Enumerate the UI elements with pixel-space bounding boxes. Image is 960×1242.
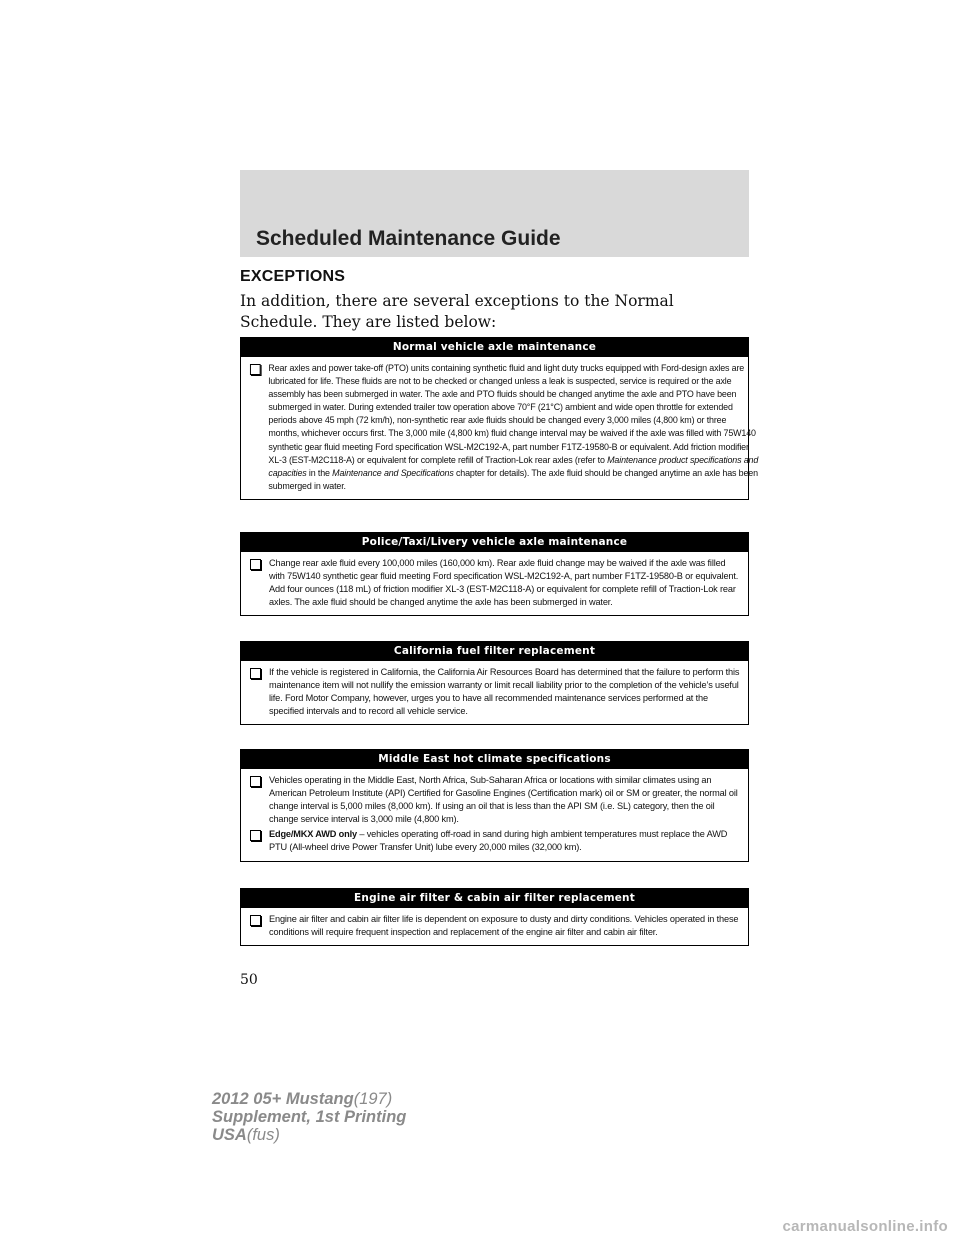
box-title: California fuel filter replacement	[241, 642, 748, 661]
page-title: Scheduled Maintenance Guide	[256, 227, 561, 250]
box-california-fuel	[240, 641, 749, 725]
footer-model-code: (197)	[353, 1090, 393, 1108]
checkbox-icon	[250, 915, 261, 926]
list-item: Rear axles and power take-off (PTO) units containing synthetic fluid and light duty trucks equipped with Ford-design axles are lubricated for life. These fluids are not to be checked or changed unless a leak is suspected, service is required or the axle assembly has been submerged in water. The axle and PTO fluids should be changed anytime the axle and PTO have been submerged in water. During extended trailer tow operation above 70°F (21°C) ambient and wide open throttle for extended periods above 45 mph (72 km/h), non-synthetic rear axle fluids should be changed every 3,000 miles (4,800 km) or three months, whichever occurs first. The 3,000 mile (4,800 km) fluid change interval may be waived if the axle was filled with 75W140 synthetic gear fluid meeting Ford specification WSL-M2C192-A, part number F1TZ-19580-B or equivalent. Add friction modifier XL-3 (EST-M2C118-A) or equivalent for complete refill of Traction-Lok rear axles (refer to Maintenance product specifications and capacities in the Maintenance and Specifications chapter for details). The axle fluid should be changed anytime an axle has been submerged in water.	[249, 362, 759, 493]
page-number: 50	[240, 972, 258, 988]
box-air-filter	[240, 888, 749, 946]
list-item: Edge/MKX AWD only – vehicles operating off-road in sand during high ambient temperatures must replace the AWD PTU (All-wheel drive Power Transfer Unit) lube every 20,000 miles (32,000 km).	[249, 828, 740, 854]
box-title: Engine air filter & cabin air filter replacement	[241, 889, 748, 908]
print-footer	[212, 1090, 406, 1144]
checkbox-icon	[250, 668, 261, 679]
box-middle-east	[240, 749, 749, 862]
box-title: Middle East hot climate specifications	[241, 750, 748, 769]
box-police-axle	[240, 532, 749, 616]
checkbox-icon	[250, 830, 261, 841]
box-normal-axle	[240, 337, 759, 500]
footer-market-code: (fus)	[246, 1126, 280, 1144]
list-item: Change rear axle fluid every 100,000 miles (160,000 km). Rear axle fluid change may be waived if the axle was filled with 75W140 synthetic gear fluid meeting Ford specification WSL-M2C192-A, part number F1TZ-19580-B or equivalent. Add four ounces (118 mL) of friction modifier XL-3 (EST-M2C118-A) or equivalent for complete refill of Traction-Lok rear axles. The axle fluid should be changed anytime the axle has been submerged in water.	[249, 557, 740, 609]
list-item: If the vehicle is registered in California, the California Air Resources Board has determined that the failure to perform this maintenance item will not nullify the emission warranty or limit recall liability prior to the completion of the vehicle’s useful life. Ford Motor Company, however, urges you to have all recommended maintenance services performed at the specified intervals and to record all vehicle service.	[249, 666, 740, 718]
footer-model: 2012 05+ Mustang	[212, 1090, 354, 1108]
watermark: carmanualsonline.info	[782, 1218, 948, 1235]
header-band	[240, 170, 749, 257]
section-heading: EXCEPTIONS	[240, 268, 346, 285]
footer-printing: Supplement, 1st Printing	[212, 1108, 407, 1126]
list-item: Vehicles operating in the Middle East, North Africa, Sub-Saharan Africa or locations with similar climates using an American Petroleum Institute (API) Certified for Gasoline Engines (Certification mark) oil or SM or greater, the normal oil change interval is 5,000 miles (8,000 km). If using an oil that is less than the API SM (i.e. SL) category, then the oil change service interval is 3,000 mile (4,800 km).	[249, 774, 740, 826]
list-item: Engine air filter and cabin air filter life is dependent on exposure to dusty and dirty conditions. Vehicles operated in these conditions will require frequent inspection and replacement of the engine air filter and cabin air filter.	[249, 913, 740, 939]
checkbox-icon	[250, 559, 261, 570]
box-title: Normal vehicle axle maintenance	[241, 338, 748, 357]
box-title: Police/Taxi/Livery vehicle axle maintenance	[241, 533, 748, 552]
checkbox-icon	[250, 364, 261, 375]
footer-market: USA	[212, 1126, 247, 1144]
intro-paragraph: In addition, there are several exceptions to the Normal Schedule. They are listed below:	[240, 292, 674, 331]
checkbox-icon	[250, 776, 261, 787]
